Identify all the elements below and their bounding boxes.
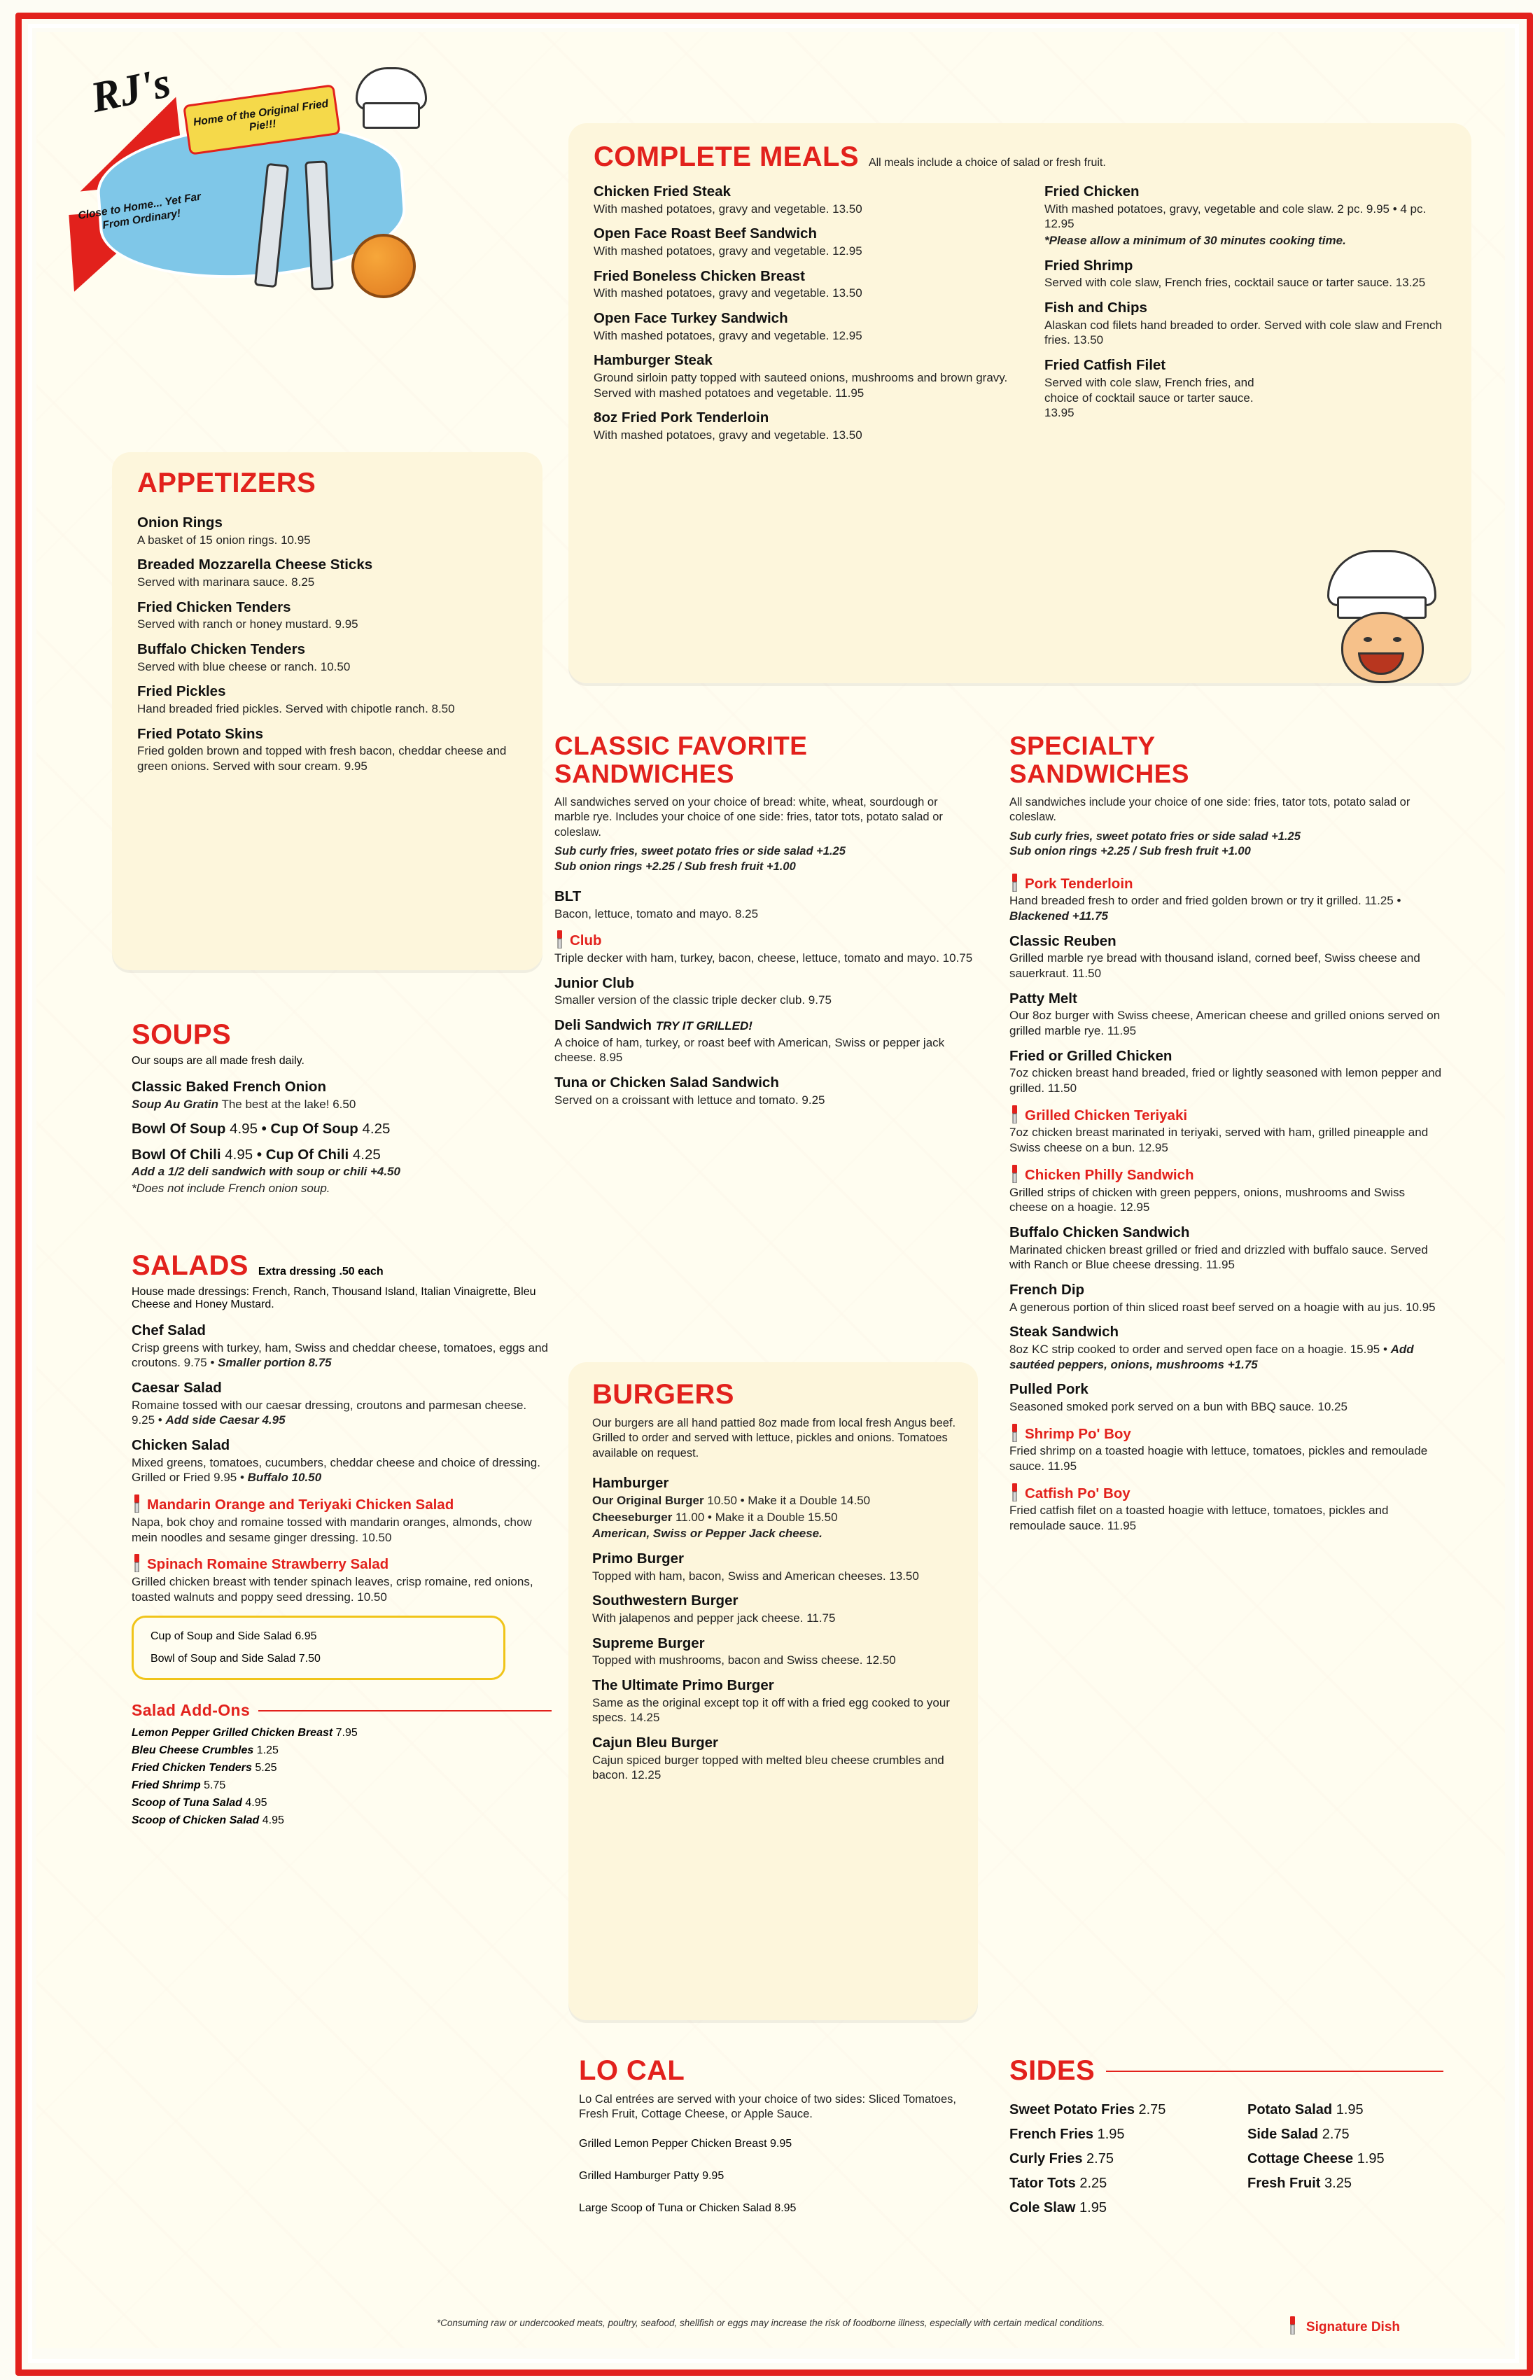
menu-item — [594, 352, 1028, 400]
item-desc: With mashed potatoes, gravy and vegetable. 13.50 — [594, 202, 862, 216]
side-item: French Fries 1.95 — [1009, 2127, 1125, 2142]
menu-item — [132, 1079, 538, 1112]
menu-item — [554, 888, 974, 921]
menu-item — [592, 1677, 958, 1726]
item-name: Chef Salad — [132, 1322, 206, 1338]
menu-item — [137, 514, 524, 547]
signature-dish-icon — [1287, 2316, 1298, 2334]
menu-item-signature — [1009, 1483, 1443, 1534]
item-desc: With mashed potatoes, gravy and vegetable. 13.50 — [594, 286, 862, 300]
item-name: Pulled Pork — [1009, 1381, 1088, 1398]
menu-item — [137, 556, 524, 589]
item-name: Fried Chicken — [1044, 183, 1140, 200]
menu-item-signature — [132, 1554, 552, 1604]
item-desc: Crisp greens with turkey, ham, Swiss and cheddar cheese, tomatoes, eggs and croutons. 9.75 • Smaller portion 8.75 — [132, 1340, 548, 1370]
complete-meals-title: COMPLETE MEALS — [594, 141, 859, 172]
sides-left-column — [1009, 2102, 1219, 2225]
specialty-sandwiches-note: All sandwiches include your choice of one side: fries, tator tots, potato salad or coleslaw. — [1009, 795, 1410, 824]
menu-item — [1009, 990, 1443, 1039]
item-desc: Topped with ham, bacon, Swiss and American cheeses. 13.50 — [592, 1569, 919, 1583]
complete-meals-left-column — [594, 183, 1028, 452]
item-name: Shrimp Po' Boy — [1009, 1424, 1443, 1443]
section-salads — [132, 1250, 552, 1827]
item-name: Spinach Romaine Strawberry Salad — [132, 1554, 552, 1573]
lo-cal-note: Lo Cal entrées are served with your choice of two sides: Sliced Tomatoes, Fresh Fruit, Cottage Cheese, or Apple Sauce. — [579, 2093, 956, 2121]
side-item: Curly Fries 2.75 — [1009, 2151, 1114, 2166]
section-soups — [132, 1019, 538, 1205]
item-desc: Our Original Burger 10.50 • Make it a Double 14.50 — [592, 1493, 871, 1507]
item-name: Caesar Salad — [132, 1380, 222, 1396]
item-name: Fried Shrimp — [1044, 257, 1133, 274]
item-name: Fried Catfish Filet — [1044, 357, 1166, 374]
section-lo-cal — [579, 2055, 985, 2215]
addon-item: Fried Chicken Tenders 5.25 — [132, 1762, 277, 1774]
menu-item — [594, 183, 1028, 216]
item-desc: Romaine tossed with our caesar dressing, croutons and parmesan cheese. 9.25 • Add side Caesar 4.95 — [132, 1398, 527, 1427]
item-name: Cajun Bleu Burger — [592, 1735, 718, 1751]
menu-item — [137, 599, 524, 632]
item-name: Breaded Mozzarella Cheese Sticks — [137, 556, 373, 573]
item-name: Fried Pickles — [137, 683, 226, 700]
chef-mascot-icon — [1306, 550, 1453, 690]
menu-item — [137, 726, 524, 774]
item-desc: With mashed potatoes, gravy and vegetable. 13.50 — [594, 428, 862, 442]
item-desc: With mashed potatoes, gravy and vegetable. 12.95 — [594, 328, 862, 342]
side-item: Tator Tots 2.25 — [1009, 2176, 1107, 2191]
item-desc: Served with blue cheese or ranch. 10.50 — [137, 659, 351, 673]
item-name: Pork Tenderloin — [1009, 874, 1443, 892]
menu-item: Grilled Lemon Pepper Chicken Breast 9.95 — [579, 2137, 792, 2150]
item-name: The Ultimate Primo Burger — [592, 1677, 774, 1694]
logo-badge-close: Close to Home... Yet Far From Ordinary! — [77, 190, 202, 232]
item-desc: 8oz KC strip cooked to order and served open face on a hoagie. 15.95 • Add sautéed peppers, onions, mushrooms +1.75 — [1009, 1342, 1414, 1371]
menu-item — [1044, 183, 1450, 248]
soups-note: Our soups are all made fresh daily. — [132, 1055, 304, 1067]
menu-item — [132, 1147, 538, 1196]
signature-dish-icon — [1009, 1483, 1020, 1502]
signature-dish-icon — [132, 1554, 142, 1572]
menu-item — [1009, 1324, 1443, 1372]
side-item: Cottage Cheese 1.95 — [1247, 2151, 1385, 2166]
menu-item — [132, 1380, 552, 1428]
item-name: Open Face Turkey Sandwich — [594, 309, 788, 326]
menu-item — [137, 641, 524, 674]
menu-item — [1009, 1282, 1443, 1315]
item-desc: Grilled chicken breast with tender spinach leaves, crisp romaine, red onions, toasted walnuts and poppy seed dressing. 10.50 — [132, 1574, 533, 1604]
signature-dish-icon — [1009, 1424, 1020, 1442]
section-burgers — [568, 1362, 978, 2020]
item-desc: Seasoned smoked pork served on a bun with BBQ sauce. 10.25 — [1009, 1400, 1348, 1414]
section-appetizers — [112, 452, 542, 970]
item-name: 8oz Fried Pork Tenderloin — [594, 410, 769, 426]
item-name: Deli Sandwich TRY IT GRILLED! — [554, 1017, 752, 1034]
item-desc: Served with cole slaw, French fries, cocktail sauce or tarter sauce. 13.25 — [1044, 276, 1426, 290]
side-item: Side Salad 2.75 — [1247, 2127, 1350, 2142]
item-name: Chicken Philly Sandwich — [1009, 1165, 1443, 1184]
lo-cal-title: LO CAL — [579, 2055, 685, 2086]
item-desc: A choice of ham, turkey, or roast beef with American, Swiss or pepper jack cheese. 8.95 — [554, 1035, 945, 1065]
combo-item: Cup of Soup and Side Salad 6.95 — [150, 1630, 317, 1643]
item-name: Hamburger — [592, 1475, 669, 1492]
signature-dish-icon — [1009, 1165, 1020, 1183]
menu-item — [592, 1475, 958, 1541]
menu-item — [554, 1017, 974, 1065]
item-desc: Marinated chicken breast grilled or fried and drizzled with buffalo sauce. Served with Ranch or Blue cheese dressing. 11.95 — [1009, 1242, 1428, 1272]
item-name: Onion Rings — [137, 514, 223, 531]
item-desc: 7oz chicken breast marinated in teriyaki, served with ham, grilled pineapple and Swiss cheese on a bun. 12.95 — [1009, 1126, 1429, 1155]
item-name: Steak Sandwich — [1009, 1324, 1119, 1340]
item-desc-3: American, Swiss or Pepper Jack cheese. — [592, 1527, 822, 1541]
section-specialty-sandwiches — [1009, 732, 1443, 1543]
item-name: Open Face Roast Beef Sandwich — [594, 225, 817, 242]
item-note: *Please allow a minimum of 30 minutes cooking time. — [1044, 234, 1346, 248]
item-name: French Dip — [1009, 1282, 1085, 1298]
item-name: Buffalo Chicken Tenders — [137, 640, 305, 657]
menu-item — [1009, 1048, 1443, 1096]
side-item: Sweet Potato Fries 2.75 — [1009, 2102, 1166, 2118]
menu-item — [554, 1074, 974, 1107]
menu-item — [132, 1322, 552, 1371]
salads-note: House made dressings: French, Ranch, Thousand Island, Italian Vinaigrette, Bleu Cheese and Honey Mustard. — [132, 1286, 536, 1310]
menu-item — [1044, 300, 1450, 348]
item-name: Fried Boneless Chicken Breast — [594, 267, 805, 284]
soups-title: SOUPS — [132, 1019, 232, 1050]
item-name: Fried or Grilled Chicken — [1009, 1047, 1172, 1064]
salad-addons — [132, 1701, 552, 1827]
item-desc: A basket of 15 onion rings. 10.95 — [137, 533, 311, 547]
item-desc: Served on a croissant with lettuce and tomato. 9.25 — [554, 1093, 825, 1107]
menu-item — [592, 1735, 958, 1783]
item-name: Bowl Of Soup 4.95 • Cup Of Soup 4.25 — [132, 1121, 391, 1138]
footer-disclaimer: *Consuming raw or undercooked meats, poultry, seafood, shellfish or eggs may increase the risk of foodborne illness, especially with certain medical conditions. — [436, 2318, 1105, 2328]
addon-item: Scoop of Chicken Salad 4.95 — [132, 1814, 284, 1827]
menu-item — [1044, 357, 1275, 421]
item-name: Buffalo Chicken Sandwich — [1009, 1224, 1190, 1241]
specialty-sandwiches-sub1: Sub curly fries, sweet potato fries or side salad +1.25 — [1009, 830, 1301, 843]
item-name: Hamburger Steak — [594, 352, 713, 369]
item-desc: Served with ranch or honey mustard. 9.95 — [137, 617, 358, 631]
item-desc: Grilled strips of chicken with green peppers, onions, mushrooms and Swiss cheese on a hoagie. 12.95 — [1009, 1185, 1406, 1214]
item-desc: Fried shrimp on a toasted hoagie with lettuce, tomatoes, pickles and remoulade sauce. 11.95 — [1009, 1444, 1428, 1474]
item-desc: Hand breaded fried pickles. Served with chipotle ranch. 8.50 — [137, 701, 455, 715]
menu-item — [592, 1592, 958, 1625]
menu-item — [137, 683, 524, 716]
burgers-note: Our burgers are all hand pattied 8oz made from local fresh Angus beef. Grilled to order and served with lettuce, pickles and onions. Tomatoes available on request. — [592, 1417, 956, 1460]
item-desc: Triple decker with ham, turkey, bacon, cheese, lettuce, tomato and mayo. 10.75 — [554, 951, 973, 965]
classic-sandwiches-sub1: Sub curly fries, sweet potato fries or side salad +1.25 — [554, 845, 846, 858]
chef-hat-icon — [351, 63, 427, 133]
burgers-title: BURGERS — [592, 1379, 734, 1410]
item-desc: Smaller version of the classic triple decker club. 9.75 — [554, 993, 832, 1007]
addon-item: Lemon Pepper Grilled Chicken Breast 7.95 — [132, 1727, 358, 1740]
logo-initials: RJ's — [87, 58, 175, 122]
sides-right-column — [1247, 2102, 1443, 2225]
signature-dish-icon — [132, 1494, 142, 1513]
item-desc: Alaskan cod filets hand breaded to order. Served with cole slaw and French fries. 13.50 — [1044, 318, 1442, 347]
salad-addons-title: Salad Add-Ons — [132, 1701, 251, 1720]
item-desc: Our 8oz burger with Swiss cheese, American cheese and grilled onions served on grilled marble rye. 11.95 — [1009, 1009, 1441, 1038]
item-desc: 7oz chicken breast hand breaded, fried or lightly seasoned with lemon pepper and grilled. 11.50 — [1009, 1066, 1442, 1096]
item-desc: Topped with mushrooms, bacon and Swiss cheese. 12.50 — [592, 1653, 896, 1667]
menu-item — [592, 1550, 958, 1583]
menu-item — [132, 1121, 538, 1138]
menu-item — [1009, 1224, 1443, 1273]
menu-item — [594, 410, 1028, 442]
item-name: Classic Baked French Onion — [132, 1079, 326, 1095]
sides-title: SIDES — [1009, 2055, 1096, 2086]
classic-sandwiches-note: All sandwiches served on your choice of bread: white, wheat, sourdough or marble rye. Includes your choice of one side: fries, tator tots, potato salad or coleslaw. — [554, 795, 943, 839]
specialty-sandwiches-sub2: Sub onion rings +2.25 / Sub fresh fruit +1.00 — [1009, 845, 1251, 858]
item-desc: Ground sirloin patty topped with sauteed onions, mushrooms and brown gravy. Served with mashed potatoes and vegetable. 11.95 — [594, 370, 1008, 400]
item-desc: With mashed potatoes, gravy and vegetable. 12.95 — [594, 244, 862, 258]
soup-salad-combos — [132, 1616, 505, 1680]
item-name: Mandarin Orange and Teriyaki Chicken Salad — [132, 1494, 552, 1513]
item-name: Classic Reuben — [1009, 932, 1116, 949]
specialty-sandwiches-title: SPECIALTY SANDWICHES — [1009, 732, 1189, 788]
complete-meals-note: All meals include a choice of salad or fresh fruit. — [868, 157, 1106, 169]
item-desc: Grilled marble rye bread with thousand island, corned beef, Swiss cheese and sauerkraut. 11.50 — [1009, 951, 1420, 981]
fried-pie-icon — [351, 234, 416, 298]
item-desc: Napa, bok choy and romaine tossed with mandarin oranges, almonds, chow mein noodles and sesame ginger dressing. 10.50 — [132, 1515, 532, 1544]
menu-item — [592, 1635, 958, 1668]
addon-item: Bleu Cheese Crumbles 1.25 — [132, 1744, 279, 1757]
signature-dish-icon — [554, 930, 565, 948]
section-complete-meals — [568, 123, 1471, 683]
signature-dish-icon — [1009, 1105, 1020, 1124]
item-desc: Mixed greens, tomatoes, cucumbers, cheddar cheese and choice of dressing. Grilled or Fried 9.95 • Buffalo 10.50 — [132, 1455, 540, 1485]
item-name: Grilled Chicken Teriyaki — [1009, 1105, 1443, 1124]
section-classic-sandwiches — [554, 732, 974, 1116]
section-sides — [1009, 2055, 1443, 2225]
item-desc: Soup Au Gratin The best at the lake! 6.50 — [132, 1097, 356, 1111]
item-name: BLT — [554, 888, 582, 905]
logo-badge-home: Home of the Original Fried Pie!!! — [185, 87, 338, 153]
item-desc-2: Cheeseburger 11.00 • Make it a Double 15.50 — [592, 1510, 838, 1524]
appetizers-title: APPETIZERS — [137, 468, 316, 498]
menu-item — [594, 310, 1028, 343]
item-name: Chicken Salad — [132, 1437, 230, 1454]
item-desc: Bacon, lettuce, tomato and mayo. 8.25 — [554, 906, 759, 920]
item-note: *Does not include French onion soup. — [132, 1182, 330, 1196]
menu-item: Grilled Hamburger Patty 9.95 — [579, 2169, 724, 2182]
item-desc: With jalapenos and pepper jack cheese. 11.75 — [592, 1611, 836, 1625]
menu-item-signature — [1009, 1165, 1443, 1215]
complete-meals-right-column — [1044, 183, 1450, 430]
item-name: Fish and Chips — [1044, 300, 1147, 316]
item-name: Bowl Of Chili 4.95 • Cup Of Chili 4.25 — [132, 1146, 381, 1163]
item-desc: Add a 1/2 deli sandwich with soup or chili +4.50 — [132, 1165, 401, 1179]
combo-item: Bowl of Soup and Side Salad 7.50 — [150, 1653, 321, 1665]
menu-item-signature — [554, 930, 974, 965]
menu-item — [132, 1437, 552, 1485]
item-name: Supreme Burger — [592, 1634, 705, 1651]
addon-item: Fried Shrimp 5.75 — [132, 1779, 226, 1792]
menu-item — [594, 268, 1028, 301]
menu-item-signature — [1009, 1424, 1443, 1474]
classic-sandwiches-title: CLASSIC FAVORITE SANDWICHES — [554, 732, 808, 788]
item-desc: Served with marinara sauce. 8.25 — [137, 575, 315, 589]
item-name: Junior Club — [554, 974, 634, 991]
side-item: Potato Salad 1.95 — [1247, 2102, 1364, 2118]
item-desc: Fried catfish filet on a toasted hoagie with lettuce, tomatoes, pickles and remoulade sauce. 11.95 — [1009, 1504, 1389, 1533]
item-desc: Fried golden brown and topped with fresh bacon, cheddar cheese and green onions. Served with sour cream. 9.95 — [137, 744, 507, 773]
addon-item: Scoop of Tuna Salad 4.95 — [132, 1797, 267, 1809]
salads-extra-note: Extra dressing .50 each — [258, 1266, 384, 1278]
item-name: Fried Chicken Tenders — [137, 598, 291, 615]
menu-item: Large Scoop of Tuna or Chicken Salad 8.95 — [579, 2202, 797, 2214]
side-item: Fresh Fruit 3.25 — [1247, 2176, 1352, 2191]
item-name: Fried Potato Skins — [137, 725, 263, 742]
item-desc: Hand breaded fresh to order and fried golden brown or try it grilled. 11.25 • Blackened +11.75 — [1009, 894, 1401, 923]
signature-dish-legend: Signature Dish — [1287, 2316, 1400, 2335]
menu-item — [1044, 258, 1450, 290]
item-desc: Cajun spiced burger topped with melted bleu cheese crumbles and bacon. 12.25 — [592, 1753, 944, 1782]
item-name: Southwestern Burger — [592, 1592, 738, 1609]
menu-item — [554, 975, 974, 1008]
item-name: Chicken Fried Steak — [594, 183, 731, 200]
item-name: Tuna or Chicken Salad Sandwich — [554, 1074, 779, 1091]
item-name: Primo Burger — [592, 1550, 684, 1567]
signature-dish-icon — [1009, 874, 1020, 892]
menu-item-signature — [132, 1494, 552, 1545]
item-desc: Same as the original except top it off with a fried egg cooked to your specs. 14.25 — [592, 1695, 950, 1725]
item-name: Patty Melt — [1009, 990, 1077, 1007]
side-item: Cole Slaw 1.95 — [1009, 2200, 1107, 2216]
item-desc: With mashed potatoes, gravy, vegetable and cole slaw. 2 pc. 9.95 • 4 pc. 12.95 — [1044, 202, 1427, 231]
item-name: Club — [554, 930, 974, 949]
item-desc: A generous portion of thin sliced roast beef served on a hoagie with au jus. 10.95 — [1009, 1300, 1436, 1314]
classic-sandwiches-sub2: Sub onion rings +2.25 / Sub fresh fruit +1.00 — [554, 860, 796, 873]
item-desc: Served with cole slaw, French fries, and choice of cocktail sauce or tarter sauce. 13.95 — [1044, 375, 1254, 420]
item-name: Catfish Po' Boy — [1009, 1483, 1443, 1502]
menu-item-signature — [1009, 1105, 1443, 1156]
menu-item — [594, 225, 1028, 258]
salads-title: SALADS — [132, 1250, 248, 1281]
menu-item — [1009, 1381, 1443, 1414]
restaurant-logo — [50, 38, 442, 381]
menu-item-signature — [1009, 874, 1443, 924]
menu-item — [1009, 933, 1443, 981]
